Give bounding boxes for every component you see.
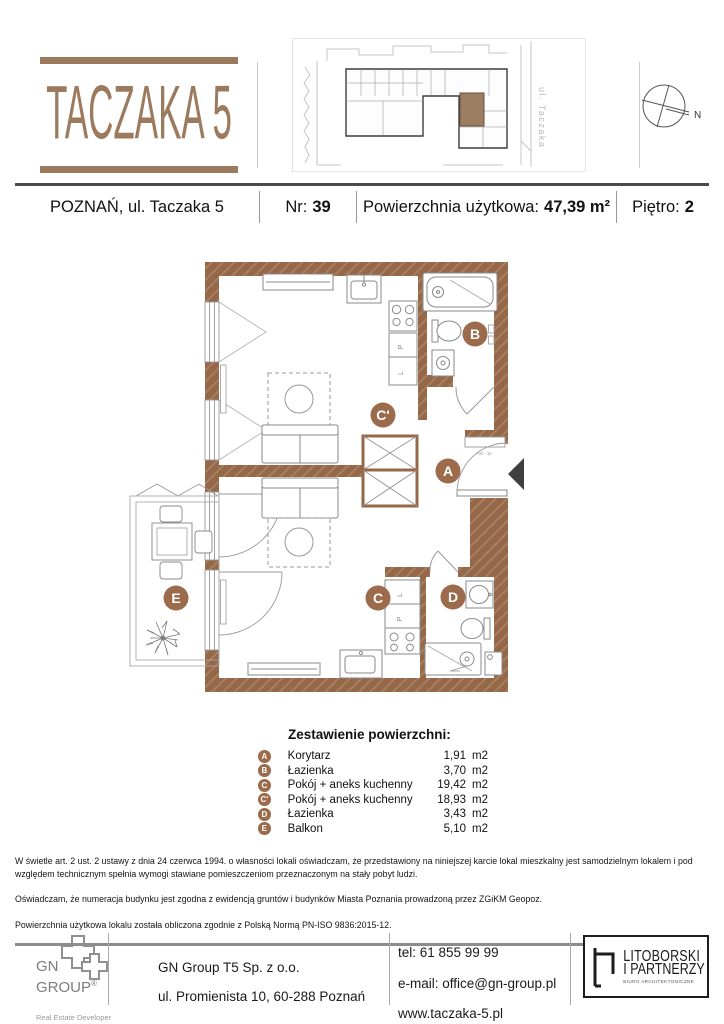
legal-paragraph-3: Powierzchnia użytkowa lokalu została obliczona zgodnie z Polską Normą PN-ISO 9836:2015-12. [15,919,392,930]
legend-title: Zestawienie powierzchni: [288,727,451,742]
phone: tel: 61 855 99 99 [398,945,499,960]
gn-group-name: GN GROUP® [36,958,97,996]
company-name: GN Group T5 Sp. z o.o. [158,960,300,975]
header-divider [257,62,258,168]
architect-name-2: I PARTNERZY [623,959,705,978]
svg-text:C: C [372,590,384,607]
kitchen-mark-l2: L [397,593,404,597]
room-label-c [366,586,391,611]
floor-plan [120,250,545,720]
logo-bottom-bar [40,166,238,173]
legend-key-badge: B [258,764,271,777]
svg-text:E: E [171,590,181,607]
gn-group-tagline: Real Estate Developer [36,1013,112,1022]
company-info [158,953,365,1011]
area-label: Powierzchnia użytkowa: [362,197,540,216]
plant [146,621,180,655]
highlighted-unit [460,93,484,126]
floor-value: 2 [684,197,694,216]
bathroom-b-fixtures [423,273,497,376]
email: e-mail: office@gn-group.pl [398,975,557,991]
room-label-c-prime [371,403,396,428]
nr-value: 39 [312,197,331,216]
legend-row: A Korytarz 1,91 m2 [258,749,488,764]
address: POZNAŃ, ul. Taczaka 5 [50,197,224,216]
bathroom-b-door [456,387,494,414]
svg-text:B: B [469,326,481,343]
contact-info [398,938,556,1024]
footer-divider [389,933,390,1005]
nr-label: Nr: [285,197,308,216]
registered-mark: ® [91,979,97,988]
entrance [457,437,524,496]
legend-key-badge: E [258,822,271,835]
legend-key-badge: D [258,808,271,821]
area-value: 47,39 m² [544,197,611,216]
vent-shafts [363,436,417,506]
entrance-arrow-icon [508,458,524,490]
svg-text:A: A [442,463,454,480]
footer-divider [570,933,571,1005]
bathroom-d-door [430,551,458,572]
area-legend [258,727,488,836]
compass-icon [628,78,712,140]
north-label: N [694,110,702,121]
company-address: ul. Promienista 10, 60-288 Poznań [158,989,366,1004]
footer-divider [108,933,109,1005]
street-label: ul. Taczaka [537,87,547,149]
logo-top-bar [40,57,238,64]
architect-logo [583,935,709,998]
svg-text:C': C' [376,407,390,424]
room-label-b [463,322,488,347]
legend-key-badge: C' [258,793,271,806]
brand-logo [40,57,238,173]
floor-label: Piętro: [632,197,680,216]
kitchen-mark-p: P [398,344,405,350]
legend-row: B Łazienka 3,70 m2 [258,764,488,779]
legend-row: C' Pokój + aneks kuchenny 18,93 m2 [258,793,488,808]
site-plan-map [292,38,586,172]
legal-paragraph-1: W świetle art. 2 ust. 2 ustawy z dnia 24 czerwca 1994. o własności lokali oświadczam, że przedstawiony na niniejszej karcie lokal mieszkalny jest samodzielnym lokalem i pod względem technicznym spełnia wymogi stawiane pomieszczeniom przeznaczonym na stały pobyt ludzi. [15,856,693,879]
kitchen-mark-l: L [398,371,405,375]
room-label-a [436,459,461,484]
legend-key-badge: C [258,779,271,792]
architect-name-1: LITOBORSKI [623,946,701,965]
site-plan-building [346,69,507,148]
logo-text: TACZAKA 5 [46,72,232,156]
kitchen-mark-p2: P [397,616,404,622]
legal-paragraph-2: Oświadczam, że numeracja budynku jest zgodna z ewidencją gruntów i budynków Miasta Poznania prowadzoną przez ZGiKM Geopoz. [15,894,543,904]
legal-text [15,855,713,944]
legend-row: E Balkon 5,10 m2 [258,822,488,837]
header-bar [15,183,709,228]
website: www.taczaka-5.pl [398,1006,504,1021]
room-label-e [164,586,189,611]
legend-key-badge: A [258,750,271,763]
room-c-furniture [248,478,420,678]
entrance-note: TW - 11 [476,451,492,456]
architect-subtitle: BIURO ARCHITEKTONICZNE [623,978,695,984]
room-label-d [441,585,466,610]
legend-row: D Łazienka 3,43 m2 [258,807,488,822]
architect-logo-icon [587,944,617,990]
svg-text:D: D [447,589,459,606]
legend-row: C Pokój + aneks kuchenny 19,42 m2 [258,778,488,793]
